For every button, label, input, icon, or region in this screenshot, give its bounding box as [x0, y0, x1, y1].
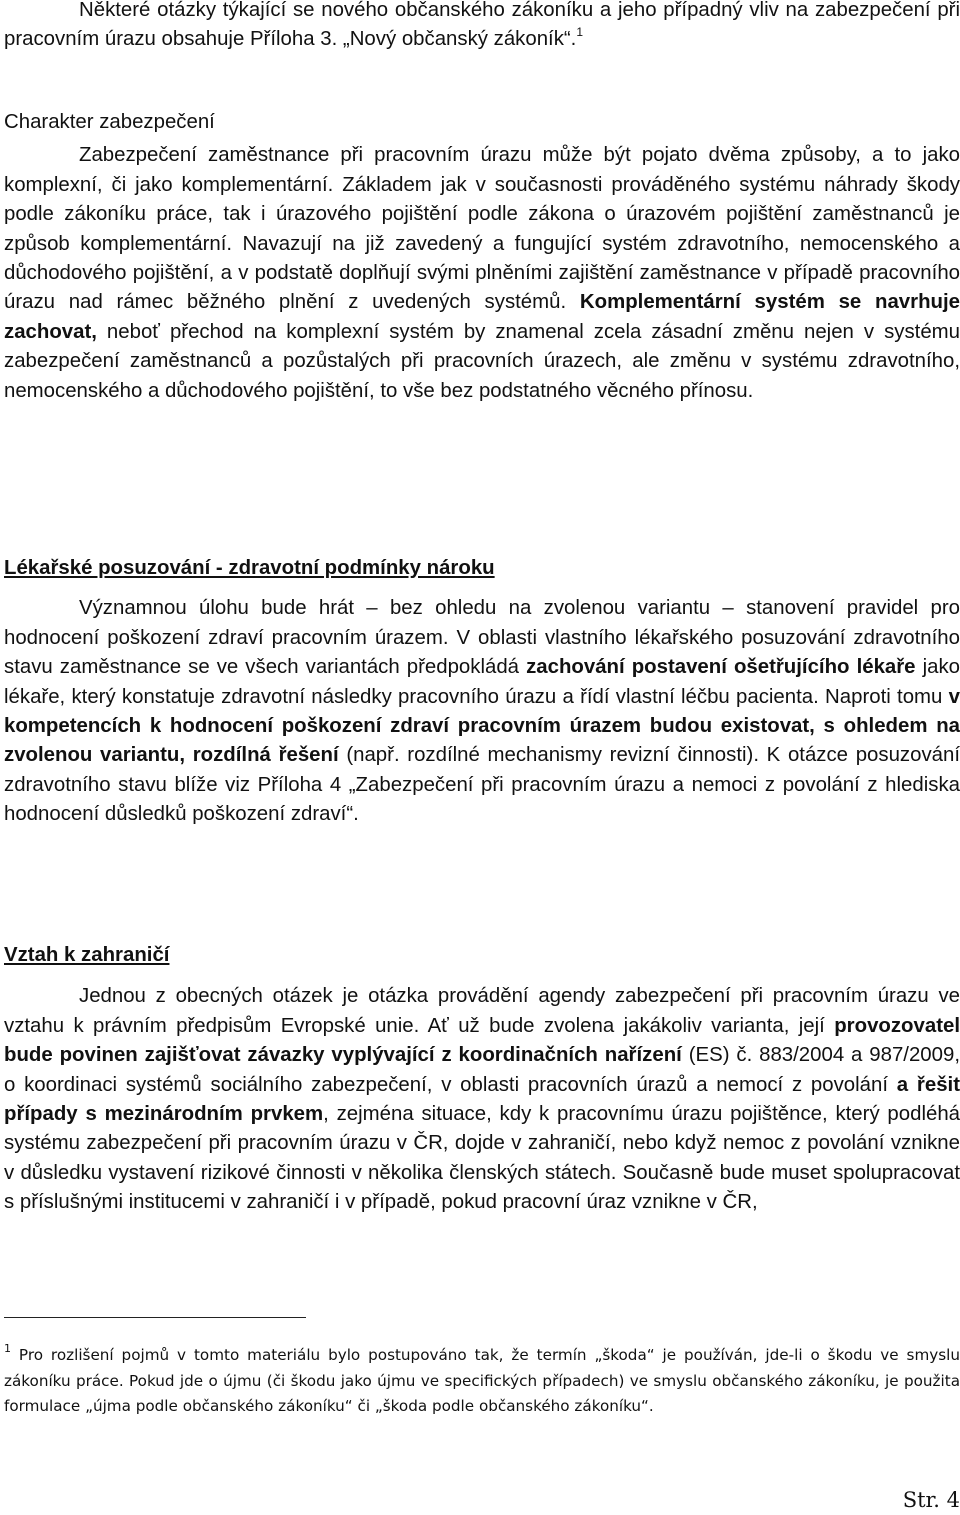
- emphasis-text: a řešit případy s mezinárodním prvkem: [4, 1073, 960, 1126]
- section-abroad: [4, 941, 960, 1218]
- intro-block: [4, 0, 960, 55]
- paragraph-text: Zabezpečení zaměstnance při pracovním úrazu může být pojato dvěma způsoby, a to jako komplexní, či jako komplementární. Základem jak v současnosti prováděného systému náhrady škody podle zákoníku práce, tak i úrazového pojištění podle zákona o úrazovém pojištění zaměstnanců je způsob komplementární. Navazují na již zavedený a fungující systém zdravotního, nemocenského a důchodového pojištění, a v podstatě doplňují svými plněními zajištění zaměstnance v případě pracovního úrazu nad rámec běžného plnění z uvedených systémů.: [4, 144, 960, 314]
- section-medical: [4, 554, 960, 830]
- paragraph-text: jako lékaře, který konstatuje zdravotní následky pracovního úrazu a řídí vlastní léčbu pacienta. Naproti tomu: [4, 656, 960, 708]
- intro-paragraph: [4, 0, 960, 55]
- page-number: Str. 4: [902, 1488, 960, 1512]
- footnote: [4, 1343, 960, 1420]
- section-heading-medical: Lékařské posuzování - zdravotní podmínky nároku: [4, 557, 495, 579]
- paragraph-text: neboť přechod na komplexní systém by znamenal zcela zásadní změnu nejen v systému zabezpečení zaměstnanců a pozůstalých při pracovních úrazech, ale změnu v systému zdravotního, nemocenského a důchodového pojištění, to vše bez podstatného věcného přínosu.: [4, 320, 960, 402]
- footnote-number: 1: [4, 1342, 11, 1355]
- section-abroad-paragraph: [4, 982, 960, 1217]
- paragraph-text: (ES) č. 883/2004 a 987/2009, o koordinaci systémů sociálního zabezpečení, v oblasti pracovních úrazů a nemocí z povolání: [4, 1044, 960, 1096]
- paragraph-text: Významnou úlohu bude hrát – bez ohledu na zvolenou variantu – stanovení pravidel pro hodnocení poškození zdraví pracovním úrazem. V oblasti vlastního lékařského posuzování zdravotního stavu zaměstnance se ve všech variantách předpokládá: [4, 597, 960, 679]
- paragraph-text: , zejména situace, kdy k pracovnímu úrazu pojištěnce, který podléhá systému zabezpečení při pracovním úrazu v ČR, dojde v zahraničí, nebo když nemoc z povolání vznikne v důsledku vystavení rizikové činnosti v několika členských státech. Současně bude muset spolupracovat s příslušnými institucemi v zahraničí i v případě, pokud pracovní úraz vznikne v ČR,: [4, 1103, 960, 1214]
- emphasis-text: provozovatel bude povinen zajišťovat závazky vyplývající z koordinačních nařízení: [4, 1014, 960, 1067]
- section-heading-abroad: Vztah k zahraničí: [4, 944, 170, 966]
- emphasis-text: v kompetencích k hodnocení poškození zdraví pracovním úrazem budou existovat, s ohledem na zvolenou variantu, rozdílná řešení: [4, 685, 960, 767]
- paragraph-text: (např. rozdílné mechanismy revizní činnosti). K otázce posuzování zdravotního stavu blíže viz Příloha 4 „Zabezpečení při pracovním úrazu a nemoci z povolání z hlediska hodnocení důsledků poškození zdraví“.: [4, 744, 960, 826]
- section-medical-paragraph: [4, 594, 960, 829]
- section-character-paragraph: [4, 141, 960, 406]
- footnote-text: Pro rozlišení pojmů v tomto materiálu bylo postupováno tak, že termín „škoda“ je používán, jde-li o škodu ve smyslu zákoníku práce. Pokud jde o újmu (či škodu jako újmu ve specifických případech) ve smyslu občanského zákoníku, je použita formulace „újma podle občanského zákoníku“ či „škoda podle občanského zákoníku“.: [4, 1346, 960, 1415]
- paragraph-text: Jednou z obecných otázek je otázka provádění agendy zabezpečení při pracovním úrazu ve vztahu k právním předpisům Evropské unie. Ať už bude zvolena jakákoliv varianta, její: [4, 985, 960, 1037]
- section-character: [4, 108, 960, 406]
- section-heading-character: Charakter zabezpečení: [4, 111, 215, 133]
- footnote-reference[interactable]: 1: [576, 25, 584, 40]
- emphasis-text: zachování postavení ošetřujícího lékaře: [526, 656, 916, 679]
- emphasis-text: Komplementární systém se navrhuje zachovat,: [4, 291, 960, 343]
- intro-text: Některé otázky týkající se nového občanského zákoníku a jeho případný vliv na zabezpečení při pracovním úrazu obsahuje Příloha 3. „Nový občanský zákoník“.: [4, 0, 960, 51]
- footnote-separator: [4, 1317, 306, 1318]
